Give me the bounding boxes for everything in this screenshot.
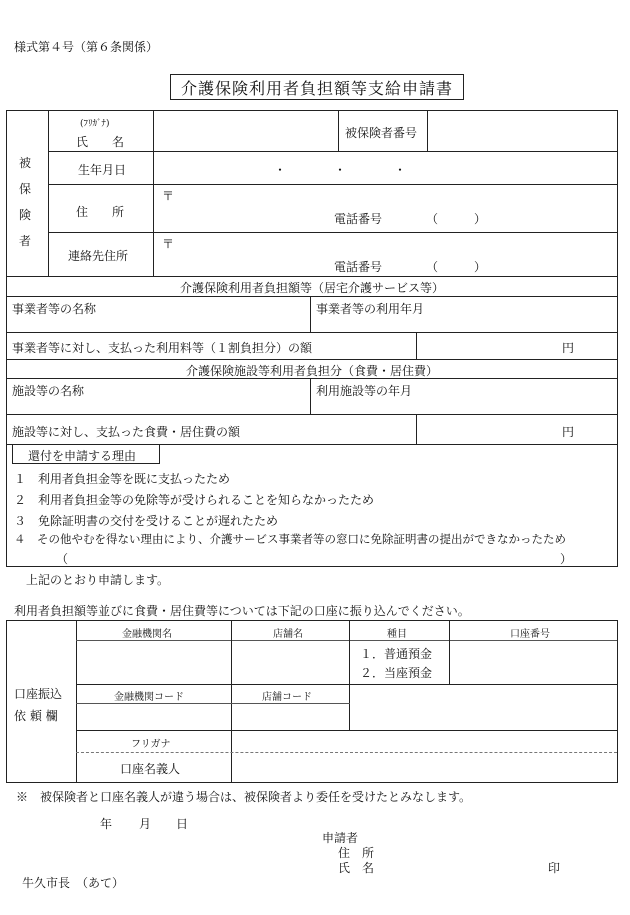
facility-yen-unit: 円 [562,425,575,439]
reasons-header: 還付を申請する理由 [28,449,137,463]
provider-paid-amount-label: 事業者等に対し、支払った利用料等（１割負担分）の額 [12,341,313,355]
provider-usage-month-label: 事業者等の利用年月 [316,302,425,316]
bank-side-label-1: 口座振込 [14,687,63,701]
reason-paren-close: ） [560,552,573,566]
bank-code-label: 金融機関コード [114,692,184,703]
furigana-label: (ﾌﾘｶﾞﾅ) [80,119,110,129]
delegation-note: ※ 被保険者と口座名義人が違う場合は、被保険者より委任を受けたとみなします。 [16,790,472,804]
insured-side-label: 被 保 険 者 [19,156,32,248]
address-label: 住 所 [76,205,125,219]
applicant-label: 申請者 [322,831,359,845]
account-holder-label: 口座名義人 [120,762,181,776]
name-label: 氏 名 [76,135,125,149]
seal-mark: 印 [548,861,561,875]
postal-mark: 〒 [162,189,175,203]
applicant-name-label: 氏 名 [338,861,375,875]
birthdate-label: 生年月日 [78,163,127,177]
account-type-label: 種目 [387,629,407,640]
account-number-label: 口座番号 [510,629,550,640]
facility-name-label: 施設等の名称 [12,384,85,398]
contact-phone-label: 電話番号 [334,260,383,274]
reason-4: ４ その他やむを得ない理由により、介護サービス事業者等の窓口に免除証明書の提出ができなかったため [14,532,566,546]
phone-label: 電話番号 [334,212,383,226]
date-month: 月 [139,817,152,831]
branch-name-label: 店舗名 [273,629,303,640]
reason-2: ２ 利用者負担金等の免除等が受けられることを知らなかったため [14,493,375,507]
reason-paren-open: （ [56,552,69,566]
provider-yen-unit: 円 [562,341,575,355]
phone-paren: （ ） [426,212,487,226]
facility-paid-amount-label: 施設等に対し、支払った食費・居住費の額 [12,425,241,439]
contact-address-label: 連絡先住所 [68,249,129,263]
bank-side-label-2: 依 頼 欄 [14,709,58,723]
reason-3: ３ 免除証明書の交付を受けることが遅れたため [14,514,279,528]
birthdate-dots: ・ ・ ・ [274,163,407,177]
insured-number-label: 被保険者番号 [345,126,418,140]
form-number: 様式第４号（第６条関係） [14,40,159,54]
bank-name-label: 金融機関名 [122,629,172,640]
contact-postal-mark: 〒 [162,237,175,251]
applicant-address-label: 住 所 [338,846,375,860]
branch-code-label: 店舗コード [262,692,312,703]
reason-1: １ 利用者負担金等を既に支払ったため [14,472,231,486]
account-type-ordinary: １．普通預金 [360,647,433,661]
facility-cost-header: 介護保険施設等利用者負担分（食費・居住費） [185,364,438,378]
facility-usage-month-label: 利用施設等の年月 [316,384,413,398]
account-type-current: ２．当座預金 [360,666,433,680]
holder-furigana-label: フリガナ [131,739,171,750]
addressee: 牛久市長 （あて） [22,876,125,890]
provider-name-label: 事業者等の名称 [12,302,97,316]
date-year: 年 [100,817,113,831]
contact-phone-paren: （ ） [426,260,487,274]
form-title: 介護保険利用者負担額等支給申請書 [170,74,464,100]
service-cost-header: 介護保険利用者負担額等（居宅介護サービス等） [179,281,444,295]
transfer-statement: 利用者負担額等並びに食費・居住費等については下記の口座に振り込んでください。 [14,604,470,618]
date-day: 日 [176,817,189,831]
apply-statement: 上記のとおり申請します。 [26,573,170,587]
